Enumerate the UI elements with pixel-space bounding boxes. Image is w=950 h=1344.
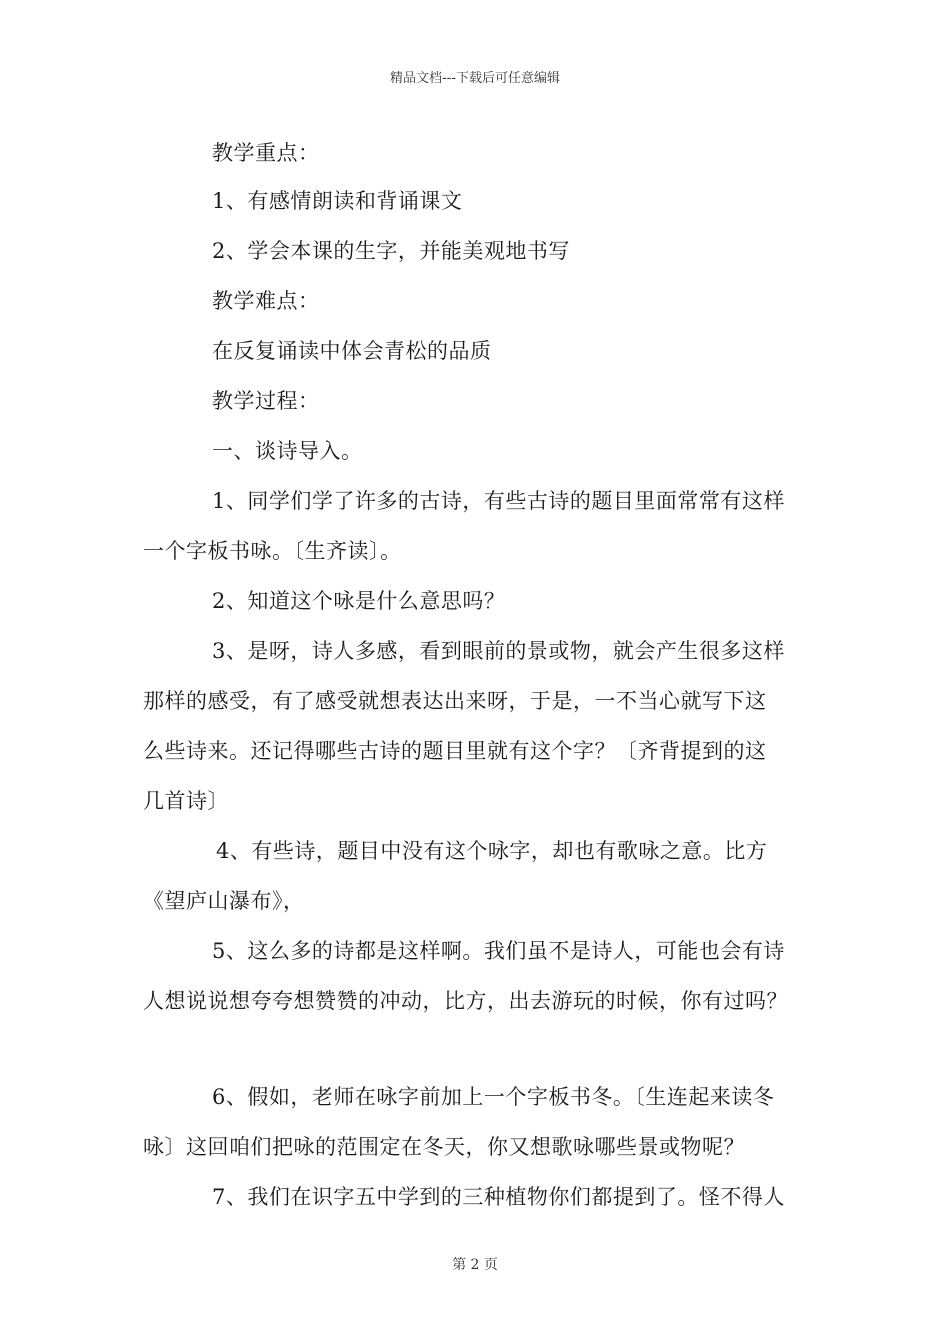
page-number: 第 2 页 [452, 1257, 498, 1273]
text-line: 1、有感情朗读和背诵课文 [212, 189, 463, 213]
heading-teaching-focus: 教学重点： [212, 141, 320, 165]
text-line: 那样的感受，有了感受就想表达出来呀，于是，一不当心就写下这 [143, 689, 767, 713]
text-line: 6、假如，老师在咏字前加上一个字板书冬。〔生连起来读冬 [212, 1085, 775, 1109]
text-line: 2、知道这个咏是什么意思吗？ [212, 589, 506, 613]
text-line: 《望庐山瀑布》， [143, 889, 305, 913]
section-heading: 一、谈诗导入。 [212, 439, 363, 463]
page-header: 精品文档---下载后可任意编辑 [389, 71, 561, 86]
text-line: 在反复诵读中体会青松的品质 [212, 339, 492, 363]
text-line: 3、是呀，诗人多感，看到眼前的景或物，就会产生很多这样 [212, 639, 785, 663]
text-line: 4、有些诗，题目中没有这个咏字，却也有歌咏之意。比方 [216, 839, 768, 863]
text-line: 咏〕这回咱们把咏的范围定在冬天，你又想歌咏哪些景或物呢？ [143, 1135, 745, 1159]
text-line: 几首诗〕 [143, 789, 229, 813]
text-line: 人想说说想夸夸想赞赞的冲动，比方，出去游玩的时候，你有过吗？ [143, 989, 788, 1013]
text-line: 7、我们在识字五中学到的三种植物你们都提到了。怪不得人 [212, 1185, 785, 1209]
text-line: 1、同学们学了许多的古诗，有些古诗的题目里面常常有这样 [212, 489, 785, 513]
text-line: 2、学会本课的生字，并能美观地书写 [212, 239, 570, 263]
text-line: 么些诗来。还记得哪些古诗的题目里就有这个字？〔齐背提到的这 [143, 739, 767, 763]
heading-teaching-difficulty: 教学难点： [212, 289, 320, 313]
heading-teaching-process: 教学过程： [212, 389, 320, 413]
text-line: 5、这么多的诗都是这样啊。我们虽不是诗人，可能也会有诗 [212, 939, 785, 963]
text-line: 一个字板书咏。〔生齐读〕。 [143, 539, 402, 563]
